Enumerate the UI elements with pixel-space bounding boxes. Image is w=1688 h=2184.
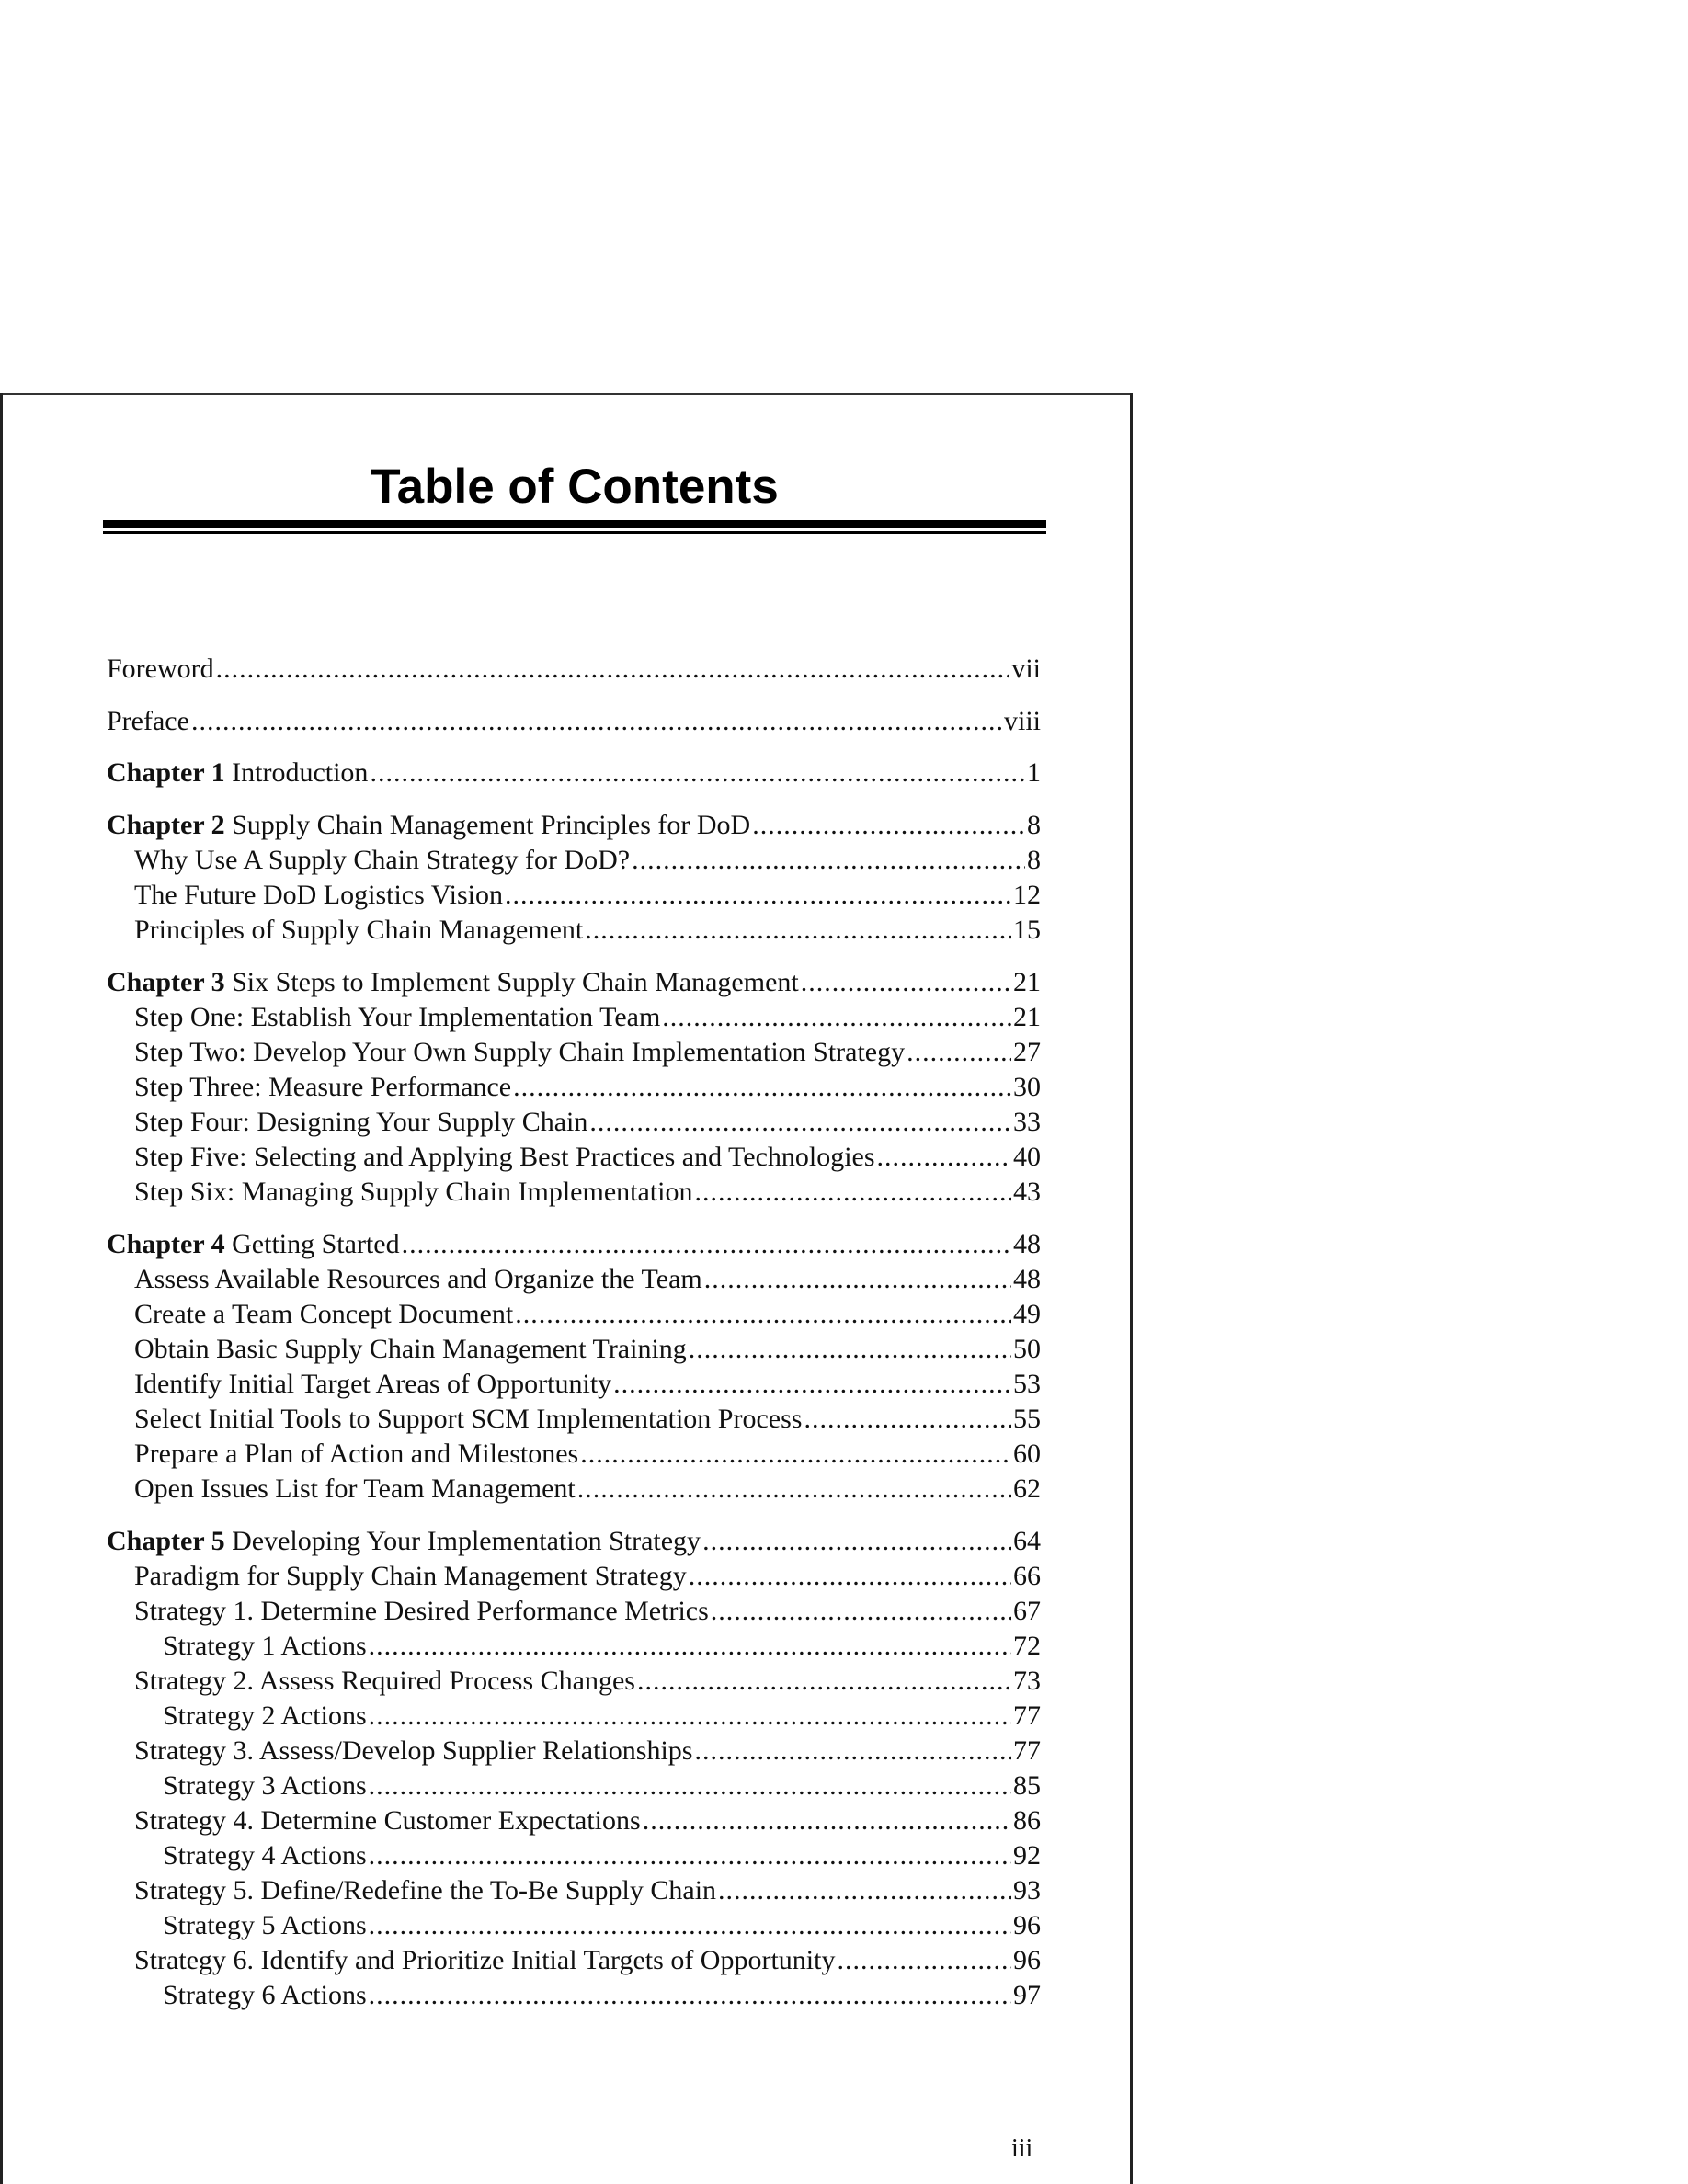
toc-entry-page: 12: [1013, 880, 1041, 910]
toc-entry-text: Chapter 5 Developing Your Implementation Strategy: [107, 1526, 701, 1556]
leader-dots: [632, 842, 1025, 879]
toc-entry-page: 64: [1013, 1526, 1041, 1556]
toc-entry[interactable]: [107, 1034, 1041, 1071]
toc-entry-text: Strategy 2 Actions: [163, 1701, 367, 1731]
leader-dots: [837, 1942, 1011, 1979]
toc-entry[interactable]: [107, 1401, 1041, 1438]
toc-entry[interactable]: [107, 1104, 1041, 1141]
toc-entry[interactable]: [107, 1296, 1041, 1333]
leader-dots: [585, 912, 1011, 949]
toc-entry-text: Chapter 1 Introduction: [107, 757, 369, 788]
leader-dots: [694, 1733, 1011, 1769]
toc-entry-chapter-2[interactable]: [107, 807, 1041, 844]
toc-entry-text: Step Five: Selecting and Applying Best Practices and Technologies: [134, 1142, 875, 1172]
leader-dots: [702, 1523, 1011, 1560]
toc-entry-text: Why Use A Supply Chain Strategy for DoD?: [134, 845, 631, 875]
toc-entry-page: 86: [1013, 1805, 1041, 1836]
page-right-edge: [1130, 393, 1133, 2184]
toc-entry-text: Strategy 2. Assess Required Process Changes: [134, 1666, 635, 1696]
toc-entry-preface[interactable]: [107, 703, 1041, 740]
toc-entry[interactable]: [107, 1872, 1041, 1909]
leader-dots: [216, 651, 1010, 688]
leader-dots: [704, 1261, 1011, 1298]
toc-entry[interactable]: [107, 912, 1041, 949]
leader-dots: [718, 1872, 1011, 1909]
toc-entry-text: Chapter 3 Six Steps to Implement Supply Chain Management: [107, 967, 799, 997]
leader-dots: [589, 1104, 1011, 1141]
leader-dots: [877, 1139, 1011, 1176]
toc-entry-page: 66: [1013, 1561, 1041, 1591]
leader-dots: [369, 1837, 1011, 1874]
toc-entry-text: Prepare a Plan of Action and Milestones: [134, 1439, 579, 1469]
toc-entry-text: Strategy 4 Actions: [163, 1840, 367, 1871]
toc-entry[interactable]: [107, 1261, 1041, 1298]
toc-entry-text: Step Six: Managing Supply Chain Implementation: [134, 1177, 693, 1207]
leader-dots: [505, 877, 1011, 914]
toc-entry-page: 77: [1013, 1701, 1041, 1731]
toc-entry-page: 77: [1013, 1735, 1041, 1766]
toc-entry-chapter-1[interactable]: [107, 755, 1041, 791]
toc-entry[interactable]: [107, 1733, 1041, 1769]
toc-entry-chapter-5[interactable]: [107, 1523, 1041, 1560]
toc-list: [107, 0, 1041, 2184]
toc-entry-page: 93: [1013, 1875, 1041, 1905]
toc-entry[interactable]: [107, 842, 1041, 879]
leader-dots: [513, 1069, 1011, 1106]
toc-entry-text: Paradigm for Supply Chain Management Strategy: [134, 1561, 687, 1591]
toc-entry-chapter-4[interactable]: [107, 1226, 1041, 1263]
leader-dots: [370, 755, 1025, 791]
toc-entry-page: 43: [1013, 1177, 1041, 1207]
toc-entry-text: Strategy 3. Assess/Develop Supplier Relationships: [134, 1735, 693, 1766]
leader-dots: [580, 1436, 1011, 1473]
toc-entry-page: vii: [1011, 654, 1041, 684]
toc-entry[interactable]: [107, 1471, 1041, 1507]
toc-entry-text: Strategy 3 Actions: [163, 1770, 367, 1801]
toc-entry-text: The Future DoD Logistics Vision: [134, 880, 503, 910]
toc-entry-text: Obtain Basic Supply Chain Management Training: [134, 1334, 687, 1364]
toc-entry-page: 62: [1013, 1473, 1041, 1504]
toc-entry-chapter-3[interactable]: [107, 964, 1041, 1001]
toc-entry-text: Strategy 6 Actions: [163, 1980, 367, 2010]
toc-entry-text: Create a Team Concept Document: [134, 1299, 514, 1329]
toc-entry-page: 67: [1013, 1596, 1041, 1626]
leader-dots: [694, 1174, 1011, 1211]
leader-dots: [801, 964, 1011, 1001]
toc-entry-text: Strategy 5. Define/Redefine the To-Be Supply Chain: [134, 1875, 717, 1905]
toc-entry-text: Foreword: [107, 654, 214, 684]
toc-entry[interactable]: [107, 1331, 1041, 1368]
toc-entry-foreword[interactable]: [107, 651, 1041, 688]
toc-entry[interactable]: [107, 1366, 1041, 1403]
toc-entry-page: 27: [1013, 1037, 1041, 1067]
toc-entry-text: Chapter 4 Getting Started: [107, 1229, 400, 1259]
toc-entry-page: 53: [1013, 1369, 1041, 1399]
toc-entry-page: 8: [1027, 845, 1041, 875]
toc-entry[interactable]: [107, 1768, 1041, 1804]
toc-entry-page: 96: [1013, 1910, 1041, 1940]
leader-dots: [689, 1331, 1011, 1368]
toc-entry-text: Select Initial Tools to Support SCM Implementation Process: [134, 1404, 803, 1434]
leader-dots: [402, 1226, 1011, 1263]
toc-entry[interactable]: [107, 1942, 1041, 1979]
toc-entry-page: 55: [1013, 1404, 1041, 1434]
leader-dots: [711, 1593, 1011, 1630]
leader-dots: [369, 1768, 1011, 1804]
toc-entry-page: 96: [1013, 1945, 1041, 1975]
toc-entry-text: Strategy 6. Identify and Prioritize Initial Targets of Opportunity: [134, 1945, 836, 1975]
toc-entry-page: 1: [1027, 757, 1041, 788]
toc-entry-page: 15: [1013, 915, 1041, 945]
toc-entry-page: 49: [1013, 1299, 1041, 1329]
toc-entry[interactable]: [107, 1628, 1041, 1665]
toc-entry-text: Chapter 2 Supply Chain Management Principles for DoD: [107, 810, 751, 840]
toc-entry-page: 33: [1013, 1107, 1041, 1137]
toc-entry-text: Step Two: Develop Your Own Supply Chain Implementation Strategy: [134, 1037, 906, 1067]
page-number: iii: [1011, 2134, 1033, 2163]
page-title: Table of Contents: [371, 460, 779, 514]
toc-entry[interactable]: [107, 1436, 1041, 1473]
toc-entry-page: 97: [1013, 1980, 1041, 2010]
page-left-edge: [0, 393, 3, 2184]
toc-entry-page: 92: [1013, 1840, 1041, 1871]
toc-entry[interactable]: [107, 1174, 1041, 1211]
toc-entry-page: 73: [1013, 1666, 1041, 1696]
toc-entry[interactable]: [107, 1069, 1041, 1106]
toc-entry-page: 40: [1013, 1142, 1041, 1172]
toc-entry-page: viii: [1003, 706, 1041, 736]
toc-entry-page: 85: [1013, 1770, 1041, 1801]
toc-entry[interactable]: [107, 1593, 1041, 1630]
leader-dots: [689, 1558, 1011, 1595]
toc-entry-page: 60: [1013, 1439, 1041, 1469]
toc-entry-page: 21: [1013, 967, 1041, 997]
toc-entry-page: 72: [1013, 1631, 1041, 1661]
toc-entry[interactable]: [107, 1698, 1041, 1735]
toc-entry-page: 48: [1013, 1229, 1041, 1259]
leader-dots: [515, 1296, 1011, 1333]
toc-entry[interactable]: [107, 999, 1041, 1036]
toc-entry-page: 30: [1013, 1072, 1041, 1102]
toc-entry[interactable]: [107, 1558, 1041, 1595]
toc-entry[interactable]: [107, 1139, 1041, 1176]
leader-dots: [369, 1907, 1011, 1944]
toc-entry-text: Step Four: Designing Your Supply Chain: [134, 1107, 588, 1137]
toc-entry-text: Strategy 1. Determine Desired Performance Metrics: [134, 1596, 709, 1626]
toc-entry-page: 21: [1013, 1002, 1041, 1032]
leader-dots: [752, 807, 1025, 844]
toc-entry-text: Step One: Establish Your Implementation Team: [134, 1002, 661, 1032]
toc-entry[interactable]: [107, 1837, 1041, 1874]
toc-entry-page: 50: [1013, 1334, 1041, 1364]
leader-dots: [907, 1034, 1011, 1071]
leader-dots: [369, 1628, 1011, 1665]
toc-entry-text: Strategy 5 Actions: [163, 1910, 367, 1940]
leader-dots: [191, 703, 1002, 740]
toc-entry[interactable]: [107, 877, 1041, 914]
leader-dots: [369, 1977, 1011, 2014]
toc-entry-text: Identify Initial Target Areas of Opportunity: [134, 1369, 612, 1399]
leader-dots: [637, 1663, 1011, 1700]
toc-entry-text: Open Issues List for Team Management: [134, 1473, 576, 1504]
toc-entry-text: Assess Available Resources and Organize the Team: [134, 1264, 702, 1294]
toc-entry[interactable]: [107, 1907, 1041, 1944]
toc-entry[interactable]: [107, 1663, 1041, 1700]
toc-entry[interactable]: [107, 1977, 1041, 2014]
leader-dots: [577, 1471, 1011, 1507]
leader-dots: [643, 1803, 1011, 1839]
toc-entry-text: Strategy 4. Determine Customer Expectations: [134, 1805, 641, 1836]
toc-entry-text: Strategy 1 Actions: [163, 1631, 367, 1661]
toc-entry-text: Step Three: Measure Performance: [134, 1072, 512, 1102]
toc-entry-page: 48: [1013, 1264, 1041, 1294]
toc-entry-text: Principles of Supply Chain Management: [134, 915, 584, 945]
toc-entry-page: 8: [1027, 810, 1041, 840]
toc-entry[interactable]: [107, 1803, 1041, 1839]
leader-dots: [369, 1698, 1011, 1735]
toc-entry-text: Preface: [107, 706, 189, 736]
leader-dots: [613, 1366, 1011, 1403]
leader-dots: [662, 999, 1011, 1036]
leader-dots: [804, 1401, 1011, 1438]
